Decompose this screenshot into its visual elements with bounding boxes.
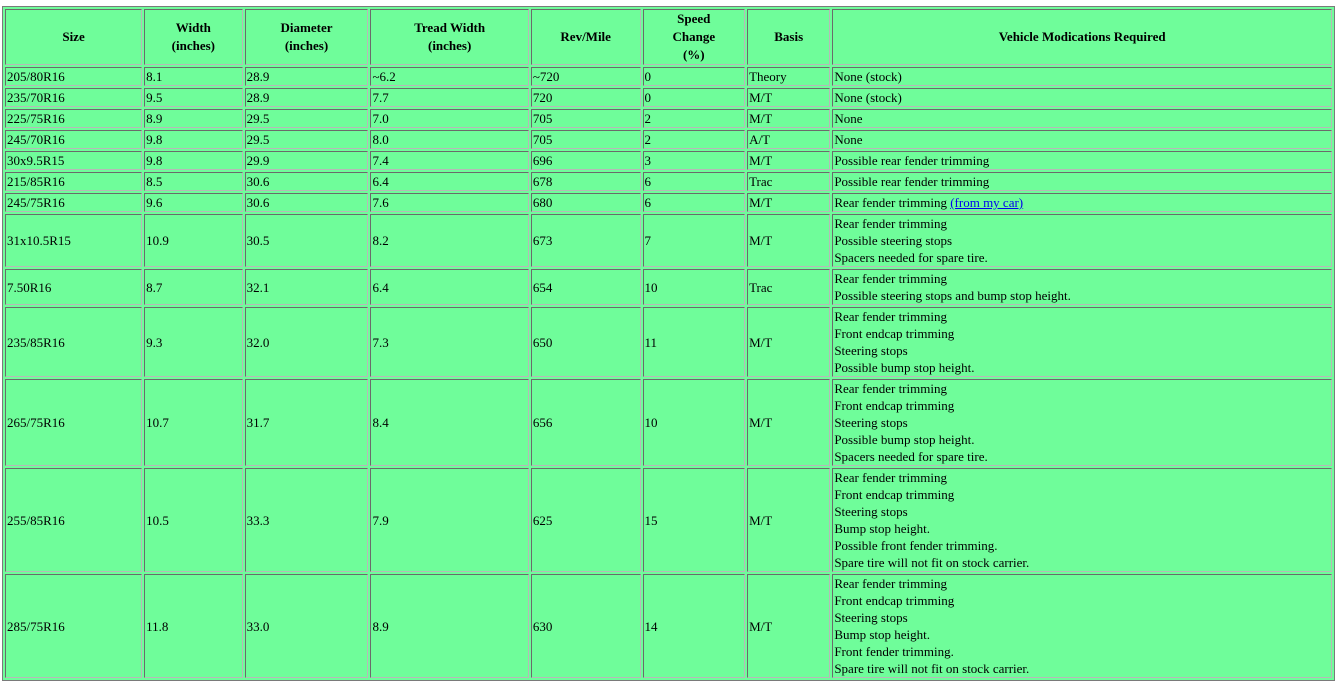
cell-diameter: 32.0 xyxy=(245,307,369,377)
header-tread-width xyxy=(370,9,528,65)
cell-rev-mile: 720 xyxy=(531,88,641,107)
modification-line: Rear fender trimming xyxy=(834,309,947,324)
modification-line: None (stock) xyxy=(834,90,902,105)
modification-line: Spacers needed for spare tire. xyxy=(834,449,988,464)
cell-speed-change: 15 xyxy=(643,468,746,572)
cell-tread-width: 7.9 xyxy=(370,468,528,572)
header-rev-mile: Rev/Mile xyxy=(531,9,641,65)
cell-basis: M/T xyxy=(747,151,830,170)
cell-width: 11.8 xyxy=(144,574,243,678)
cell-tread-width: 8.2 xyxy=(370,214,528,267)
cell-basis: Theory xyxy=(747,67,830,86)
cell-diameter: 30.6 xyxy=(245,193,369,212)
cell-tread-width: 7.6 xyxy=(370,193,528,212)
cell-modifications xyxy=(832,193,1332,212)
header-tread-line: Tread Width xyxy=(414,20,486,35)
header-tread-unit: (inches) xyxy=(427,38,472,53)
tire-size-table xyxy=(2,6,1335,681)
cell-modifications xyxy=(832,109,1332,128)
cell-size: 30x9.5R15 xyxy=(5,151,142,170)
table-row xyxy=(5,379,1332,466)
cell-modifications xyxy=(832,379,1332,466)
modification-line: Front fender trimming. xyxy=(834,644,954,659)
modification-line: Front endcap trimming xyxy=(834,398,955,413)
cell-speed-change: 11 xyxy=(643,307,746,377)
cell-diameter: 30.6 xyxy=(245,172,369,191)
table-row xyxy=(5,88,1332,107)
cell-speed-change: 7 xyxy=(643,214,746,267)
cell-modifications xyxy=(832,67,1332,86)
modification-line: Rear fender trimming xyxy=(834,381,947,396)
modification-line: Rear fender trimming xyxy=(834,470,947,485)
modification-line: Rear fender trimming xyxy=(834,195,951,210)
cell-width: 8.7 xyxy=(144,269,243,305)
header-basis: Basis xyxy=(747,9,830,65)
modification-line: Possible steering stops xyxy=(834,233,953,248)
cell-rev-mile: 625 xyxy=(531,468,641,572)
header-diameter-unit: (inches) xyxy=(284,38,329,53)
cell-diameter: 32.1 xyxy=(245,269,369,305)
cell-diameter: 29.5 xyxy=(245,109,369,128)
cell-basis: M/T xyxy=(747,193,830,212)
cell-basis: M/T xyxy=(747,307,830,377)
cell-size: 255/85R16 xyxy=(5,468,142,572)
header-size: Size xyxy=(5,9,142,65)
modification-line: Bump stop height. xyxy=(834,521,931,536)
cell-rev-mile: 705 xyxy=(531,130,641,149)
cell-size: 7.50R16 xyxy=(5,269,142,305)
cell-size: 245/75R16 xyxy=(5,193,142,212)
cell-rev-mile: 673 xyxy=(531,214,641,267)
table-row xyxy=(5,130,1332,149)
cell-width: 9.8 xyxy=(144,130,243,149)
cell-speed-change: 10 xyxy=(643,269,746,305)
modification-line: Rear fender trimming xyxy=(834,216,947,231)
cell-modifications xyxy=(832,172,1332,191)
cell-size: 265/75R16 xyxy=(5,379,142,466)
modification-line: Spacers needed for spare tire. xyxy=(834,250,988,265)
cell-size: 225/75R16 xyxy=(5,109,142,128)
modification-line: Possible bump stop height. xyxy=(834,360,975,375)
table-row xyxy=(5,151,1332,170)
cell-basis: M/T xyxy=(747,214,830,267)
cell-diameter: 29.9 xyxy=(245,151,369,170)
cell-modifications xyxy=(832,130,1332,149)
cell-width: 9.3 xyxy=(144,307,243,377)
cell-diameter: 28.9 xyxy=(245,88,369,107)
cell-basis: M/T xyxy=(747,379,830,466)
cell-basis: Trac xyxy=(747,269,830,305)
cell-tread-width: 8.9 xyxy=(370,574,528,678)
cell-width: 8.5 xyxy=(144,172,243,191)
cell-width: 10.7 xyxy=(144,379,243,466)
table-row xyxy=(5,67,1332,86)
cell-basis: M/T xyxy=(747,574,830,678)
cell-rev-mile: 656 xyxy=(531,379,641,466)
cell-tread-width: 8.4 xyxy=(370,379,528,466)
table-row xyxy=(5,172,1332,191)
cell-width: 9.5 xyxy=(144,88,243,107)
cell-rev-mile: 696 xyxy=(531,151,641,170)
modification-line: Steering stops xyxy=(834,415,908,430)
cell-rev-mile: 630 xyxy=(531,574,641,678)
cell-speed-change: 0 xyxy=(643,88,746,107)
table-row xyxy=(5,468,1332,572)
cell-width: 9.8 xyxy=(144,151,243,170)
table-row xyxy=(5,269,1332,305)
cell-speed-change: 3 xyxy=(643,151,746,170)
header-row xyxy=(5,9,1332,65)
modification-line: Front endcap trimming xyxy=(834,326,955,341)
modification-line: None xyxy=(834,111,863,126)
cell-rev-mile: ~720 xyxy=(531,67,641,86)
cell-size: 235/70R16 xyxy=(5,88,142,107)
cell-size: 215/85R16 xyxy=(5,172,142,191)
modification-line: None xyxy=(834,132,863,147)
modification-line: Front endcap trimming xyxy=(834,487,955,502)
table-row xyxy=(5,307,1332,377)
cell-width: 10.5 xyxy=(144,468,243,572)
cell-tread-width: 7.3 xyxy=(370,307,528,377)
cell-size: 235/85R16 xyxy=(5,307,142,377)
modification-line: Steering stops xyxy=(834,610,908,625)
cell-modifications xyxy=(832,88,1332,107)
cell-speed-change: 14 xyxy=(643,574,746,678)
header-speed-line2: Change xyxy=(672,29,716,44)
modification-line: Possible rear fender trimming xyxy=(834,153,990,168)
table-row xyxy=(5,109,1332,128)
modification-line: Steering stops xyxy=(834,343,908,358)
cell-basis: M/T xyxy=(747,468,830,572)
header-vehicle-modifications: Vehicle Modications Required xyxy=(832,9,1332,65)
header-diameter-line: Diameter xyxy=(280,20,333,35)
cell-tread-width: 7.7 xyxy=(370,88,528,107)
cell-tread-width: 6.4 xyxy=(370,269,528,305)
cell-basis: M/T xyxy=(747,109,830,128)
cell-tread-width: 7.4 xyxy=(370,151,528,170)
modification-line: Steering stops xyxy=(834,504,908,519)
table-body xyxy=(5,67,1332,678)
cell-basis: A/T xyxy=(747,130,830,149)
cell-tread-width: ~6.2 xyxy=(370,67,528,86)
cell-modifications xyxy=(832,151,1332,170)
cell-modifications xyxy=(832,269,1332,305)
cell-width: 10.9 xyxy=(144,214,243,267)
table-row xyxy=(5,193,1332,212)
cell-modifications xyxy=(832,214,1332,267)
modification-line: Spare tire will not fit on stock carrier. xyxy=(834,555,1030,570)
cell-rev-mile: 650 xyxy=(531,307,641,377)
modification-line: Possible rear fender trimming xyxy=(834,174,990,189)
cell-speed-change: 6 xyxy=(643,193,746,212)
header-diameter xyxy=(245,9,369,65)
cell-speed-change: 6 xyxy=(643,172,746,191)
cell-speed-change: 2 xyxy=(643,109,746,128)
header-width xyxy=(144,9,243,65)
cell-width: 8.9 xyxy=(144,109,243,128)
modification-line: Possible steering stops and bump stop height. xyxy=(834,288,1071,303)
cell-modifications xyxy=(832,468,1332,572)
cell-rev-mile: 654 xyxy=(531,269,641,305)
header-width-line: Width xyxy=(175,20,211,35)
cell-diameter: 30.5 xyxy=(245,214,369,267)
cell-rev-mile: 705 xyxy=(531,109,641,128)
modification-line: Rear fender trimming xyxy=(834,576,947,591)
cell-size: 245/70R16 xyxy=(5,130,142,149)
cell-basis: M/T xyxy=(747,88,830,107)
modification-line: Rear fender trimming xyxy=(834,271,947,286)
cell-tread-width: 8.0 xyxy=(370,130,528,149)
cell-modifications xyxy=(832,307,1332,377)
header-speed-line1: Speed xyxy=(677,11,711,26)
modification-line: Possible bump stop height. xyxy=(834,432,975,447)
cell-width: 8.1 xyxy=(144,67,243,86)
cell-speed-change: 2 xyxy=(643,130,746,149)
cell-basis: Trac xyxy=(747,172,830,191)
header-speed-change xyxy=(643,9,746,65)
cell-rev-mile: 680 xyxy=(531,193,641,212)
modification-line: Front endcap trimming xyxy=(834,593,955,608)
cell-speed-change: 10 xyxy=(643,379,746,466)
cell-diameter: 33.3 xyxy=(245,468,369,572)
from-my-car-link[interactable]: (from my car) xyxy=(950,195,1024,210)
cell-size: 31x10.5R15 xyxy=(5,214,142,267)
modification-line: Spare tire will not fit on stock carrier. xyxy=(834,661,1030,676)
table-row xyxy=(5,574,1332,678)
modification-line: None (stock) xyxy=(834,69,902,84)
cell-diameter: 33.0 xyxy=(245,574,369,678)
header-width-unit: (inches) xyxy=(171,38,215,53)
cell-width: 9.6 xyxy=(144,193,243,212)
cell-diameter: 29.5 xyxy=(245,130,369,149)
cell-tread-width: 6.4 xyxy=(370,172,528,191)
cell-diameter: 28.9 xyxy=(245,67,369,86)
cell-size: 285/75R16 xyxy=(5,574,142,678)
header-speed-unit: (%) xyxy=(682,47,705,62)
cell-diameter: 31.7 xyxy=(245,379,369,466)
modification-line: Bump stop height. xyxy=(834,627,931,642)
cell-rev-mile: 678 xyxy=(531,172,641,191)
modification-line: Possible front fender trimming. xyxy=(834,538,998,553)
cell-size: 205/80R16 xyxy=(5,67,142,86)
table-row xyxy=(5,214,1332,267)
cell-speed-change: 0 xyxy=(643,67,746,86)
cell-modifications xyxy=(832,574,1332,678)
cell-tread-width: 7.0 xyxy=(370,109,528,128)
